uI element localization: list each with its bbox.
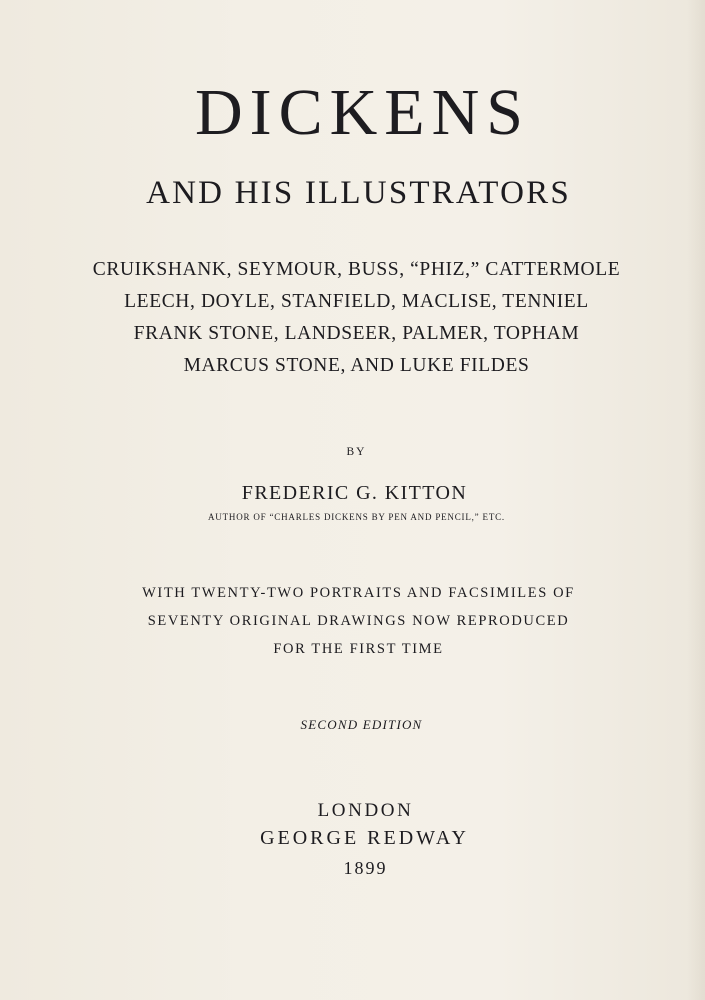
contents-note-line: FOR THE FIRST TIME	[273, 641, 444, 657]
illustrators-line: FRANK STONE, LANDSEER, PALMER, TOPHAM	[133, 323, 580, 344]
imprint-city: LONDON	[317, 800, 414, 821]
imprint-publisher: GEORGE REDWAY	[260, 827, 469, 849]
illustrators-line: CRUIKSHANK, SEYMOUR, BUSS, “PHIZ,” CATTERMOLE	[92, 259, 621, 280]
author-credentials: AUTHOR OF “CHARLES DICKENS BY PEN AND PENCIL,” ETC.	[208, 512, 505, 522]
book-subtitle: AND HIS ILLUSTRATORS	[146, 175, 571, 211]
contents-note-line: WITH TWENTY-TWO PORTRAITS AND FACSIMILES OF	[142, 585, 575, 601]
edition-label: SECOND EDITION	[300, 717, 423, 732]
book-title: DICKENS	[194, 76, 530, 149]
illustrators-line: MARCUS STONE, AND LUKE FILDES	[183, 355, 530, 376]
page-edge-shadow	[687, 0, 705, 1000]
author-name: FREDERIC G. KITTON	[241, 482, 468, 504]
contents-note-line: SEVENTY ORIGINAL DRAWINGS NOW REPRODUCED	[147, 613, 570, 629]
by-label: BY	[346, 446, 367, 458]
imprint-year: 1899	[343, 858, 388, 878]
illustrators-line: LEECH, DOYLE, STANFIELD, MACLISE, TENNIEL	[124, 291, 589, 312]
